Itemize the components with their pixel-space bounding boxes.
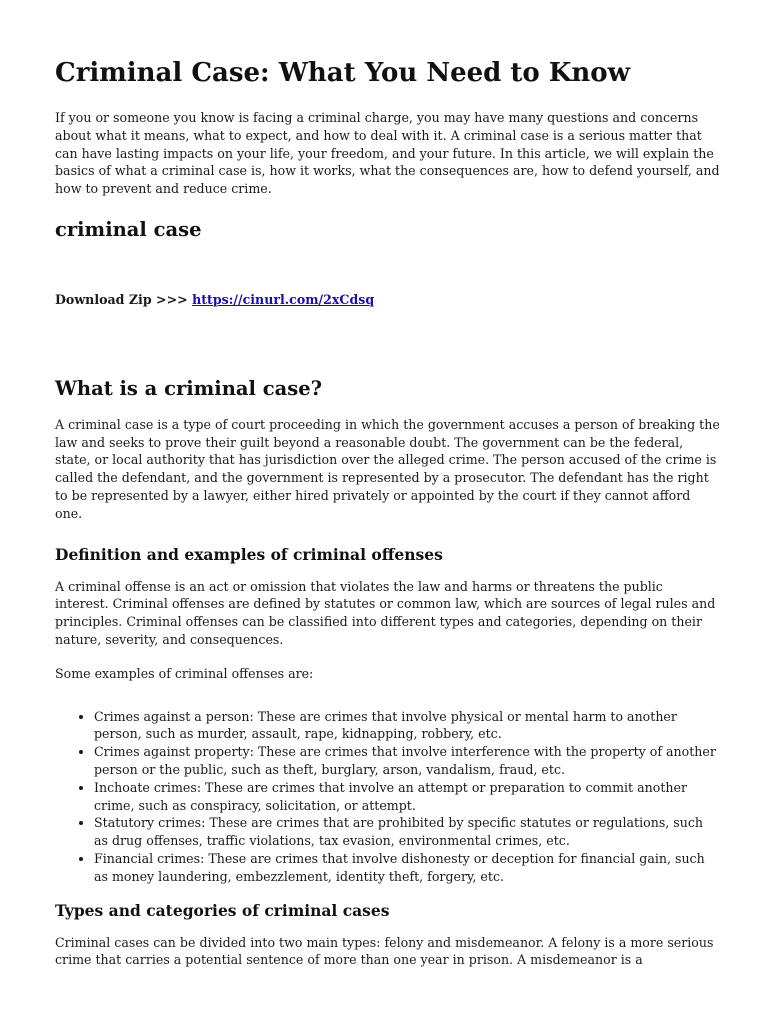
definition-paragraph: A criminal offense is an act or omission that violates the law and harms or threatens the public interest. Criminal offenses are defined by statutes or common law, which are sources of legal rules and principles. Criminal offenses can be classified into different types and categories, depending on their nature, severity, and consequences. [55, 578, 716, 647]
download-link[interactable]: https://cinurl.com/2xCdsq [192, 291, 375, 307]
examples-intro: Some examples of criminal offenses are: [55, 665, 314, 681]
intro-paragraph: If you or someone you know is facing a criminal charge, you may have many questions and concerns about what it means, what to expect, and how to deal with it. A criminal case is a serious matter that can have lasting impacts on your life, your freedom, and your future. In this article, we will explain the basics of what a criminal case is, how it works, what the consequences are, how to defend yourself, and how to prevent and reduce crime. [55, 110, 720, 197]
list-item: • Statutory crimes: These are crimes that are prohibited by specific statutes or regulations, such as drug offenses, traffic violations, tax evasion, environmental crimes, etc. [94, 814, 720, 850]
section-heading-criminal-case: criminal case [55, 217, 202, 241]
what-is-paragraph: A criminal case is a type of court proceeding in which the government accuses a person of breaking the law and seeks to prove their guilt beyond a reasonable doubt. The government can be the federal, state, or local authority that has jurisdiction over the alleged crime. The person accused of the crime is called the defendant, and the government is represented by a prosecutor. The defendant has the right to be represented by a lawyer, either hired privately or appointed by the court if they cannot afford one. [55, 416, 720, 521]
subheading-definition: Definition and examples of criminal offenses [55, 544, 443, 564]
list-item: • Inchoate crimes: These are crimes that involve an attempt or preparation to commit another crime, such as conspiracy, solicitation, or attempt. [94, 779, 720, 815]
download-label: Download Zip >>> [55, 291, 193, 307]
download-line [55, 291, 720, 309]
list-item: • Crimes against property: These are crimes that involve interference with the property of another person or the public, such as theft, burglary, arson, vandalism, fraud, etc. [94, 743, 720, 779]
document-page [55, 54, 720, 969]
subheading-types: Types and categories of criminal cases [55, 900, 390, 920]
list-item: • Crimes against a person: These are crimes that involve physical or mental harm to another person, such as murder, assault, rape, kidnapping, robbery, etc. [94, 708, 720, 744]
list-item: • Financial crimes: These are crimes that involve dishonesty or deception for financial gain, such as money laundering, embezzlement, identity theft, forgery, etc. [94, 850, 720, 886]
document-title: Criminal Case: What You Need to Know [55, 58, 631, 88]
examples-list [55, 708, 720, 886]
section-heading-what-is: What is a criminal case? [55, 376, 323, 400]
types-paragraph: Criminal cases can be divided into two main types: felony and misdemeanor. A felony is a more serious crime that carries a potential sentence of more than one year in prison. A misdemeanor is a [55, 934, 714, 968]
